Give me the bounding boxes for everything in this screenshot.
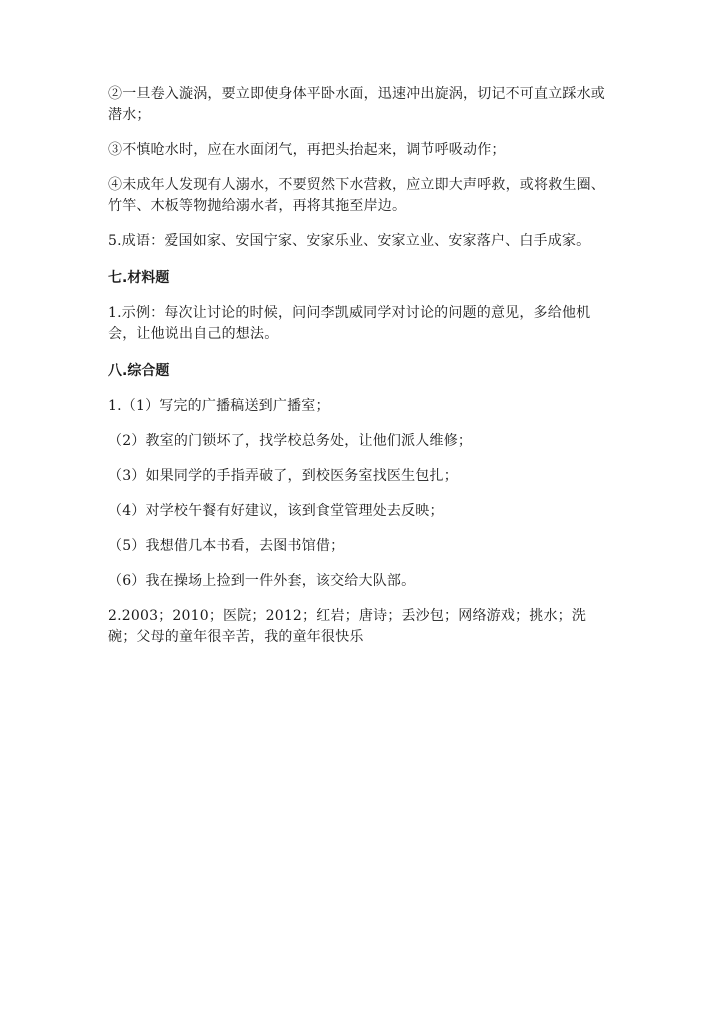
answer-item-2: （2）教室的门锁坏了，找学校总务处，让他们派人维修；: [108, 433, 473, 449]
paragraph-material-answer: 1.示例：每次让讨论的时候，问问李凯威同学对讨论的问题的意见，多给他机会，让他说出自己的想法。: [108, 305, 591, 342]
section-heading-material: 七.材料题: [108, 270, 170, 286]
answer-item-3: （3）如果同学的手指弄破了，到校医务室找医生包扎；: [108, 468, 458, 484]
answer-item-1: 1.（1）写完的广播稿送到广播室；: [108, 398, 330, 414]
paragraph-choking: ③不慎呛水时，应在水面闭气，再把头抬起来，调节呼吸动作；: [108, 142, 506, 158]
answer-item-4: （4）对学校午餐有好建议，该到食堂管理处去反映；: [108, 503, 444, 519]
answer-item-6: （6）我在操场上捡到一件外套，该交给大队部。: [108, 573, 416, 589]
paragraph-timeline-answer: 2.2003；2010；医院；2012；红岩；唐诗；丢沙包；网络游戏；挑水；洗碗；父母的童年很辛苦，我的童年很快乐: [108, 608, 587, 645]
section-heading-comprehensive: 八.综合题: [108, 363, 170, 379]
paragraph-rescue: ④未成年人发现有人溺水，不要贸然下水营救，应立即大声呼救，或将救生圈、竹竿、木板等物抛给溺水者，再将其拖至岸边。: [108, 177, 605, 214]
document-page: [108, 84, 608, 662]
paragraph-idioms: 5.成语：爱国如家、安国宁家、安家乐业、安家立业、安家落户、白手成家。: [108, 233, 591, 249]
paragraph-whirlpool: ②一旦卷入漩涡，要立即使身体平卧水面，迅速冲出旋涡，切记不可直立踩水或潜水；: [108, 86, 605, 123]
answer-item-5: （5）我想借几本书看，去图书馆借；: [108, 538, 345, 554]
